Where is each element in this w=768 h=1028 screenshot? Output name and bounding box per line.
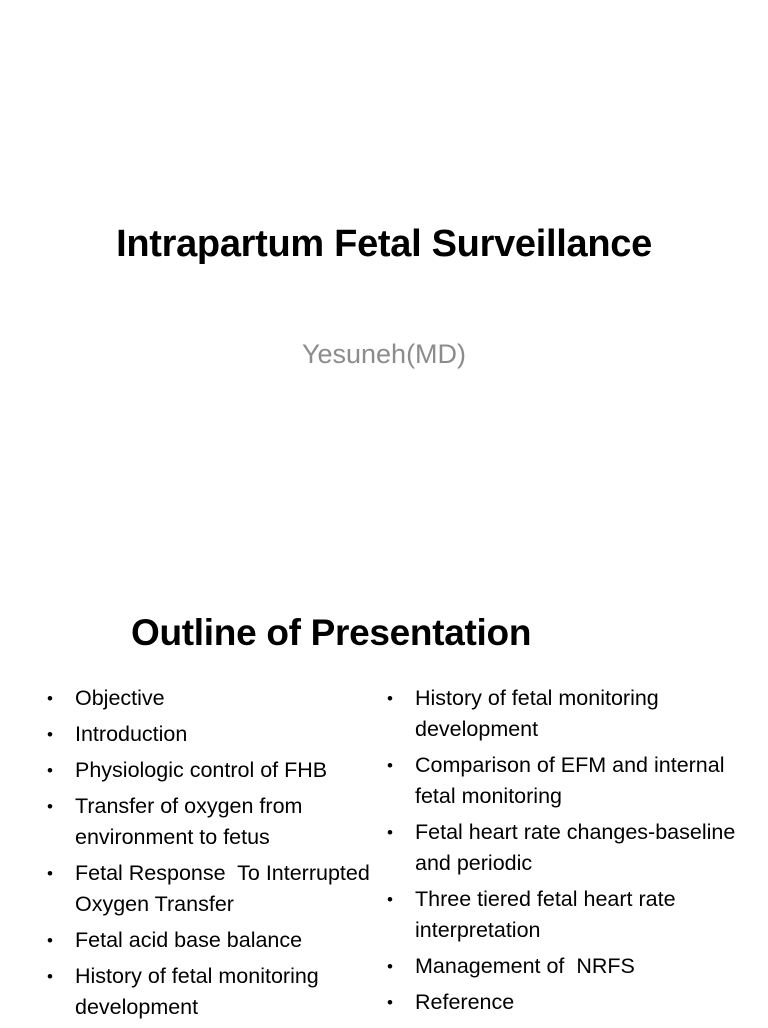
- bullet-icon: •: [47, 931, 53, 950]
- outline-item: [44, 719, 374, 750]
- outline-item-text: Physiologic control of FHB: [75, 758, 328, 782]
- outline-item: [384, 884, 768, 946]
- outline-item-text: Fetal heart rate changes-baseline and periodic: [415, 820, 742, 875]
- outline-list-left: [44, 683, 374, 1028]
- title-slide: [0, 0, 768, 512]
- bullet-icon: •: [387, 993, 393, 1012]
- outline-item-text: Fetal Response To Interrupted Oxygen Transfer: [75, 861, 376, 916]
- outline-item-text: Objective: [75, 686, 165, 710]
- outline-item: [384, 987, 768, 1018]
- bullet-icon: •: [47, 689, 53, 708]
- outline-item-text: History of fetal monitoring development: [415, 686, 665, 741]
- outline-item: [44, 755, 374, 786]
- outline-item-text: Fetal acid base balance: [75, 928, 303, 952]
- presentation-title: Intrapartum Fetal Surveillance: [116, 223, 652, 265]
- bullet-icon: •: [387, 890, 393, 909]
- bullet-icon: •: [387, 957, 393, 976]
- bullet-icon: •: [387, 756, 393, 775]
- outline-title: Outline of Presentation: [131, 612, 532, 653]
- bullet-icon: •: [387, 689, 393, 708]
- outline-item-text: Transfer of oxygen from environment to fetus: [75, 794, 309, 849]
- outline-item: [44, 791, 374, 853]
- outline-item-text: Introduction: [75, 722, 188, 746]
- bullet-icon: •: [47, 797, 53, 816]
- outline-item: [384, 951, 768, 982]
- outline-list-right: [384, 683, 768, 1023]
- outline-item: [384, 683, 768, 745]
- outline-item: [44, 683, 374, 714]
- bullet-icon: •: [387, 823, 393, 842]
- outline-item: [44, 925, 374, 956]
- outline-item-text: Three tiered fetal heart rate interpretation: [415, 887, 682, 942]
- outline-item: [44, 858, 374, 920]
- outline-item: [384, 750, 768, 812]
- outline-item-text: Comparison of EFM and internal fetal monitoring: [415, 753, 731, 808]
- bullet-icon: •: [47, 864, 53, 883]
- outline-item: [44, 961, 374, 1023]
- bullet-icon: •: [47, 967, 53, 986]
- outline-slide: [0, 512, 768, 1024]
- outline-item-text: Management of NRFS: [415, 954, 635, 978]
- bullet-icon: •: [47, 725, 53, 744]
- presenter-name: Yesuneh(MD): [301, 339, 467, 369]
- outline-item-text: History of fetal monitoring development: [75, 964, 325, 1019]
- outline-item-text: Reference: [415, 990, 515, 1014]
- outline-item: [384, 817, 768, 879]
- bullet-icon: •: [47, 761, 53, 780]
